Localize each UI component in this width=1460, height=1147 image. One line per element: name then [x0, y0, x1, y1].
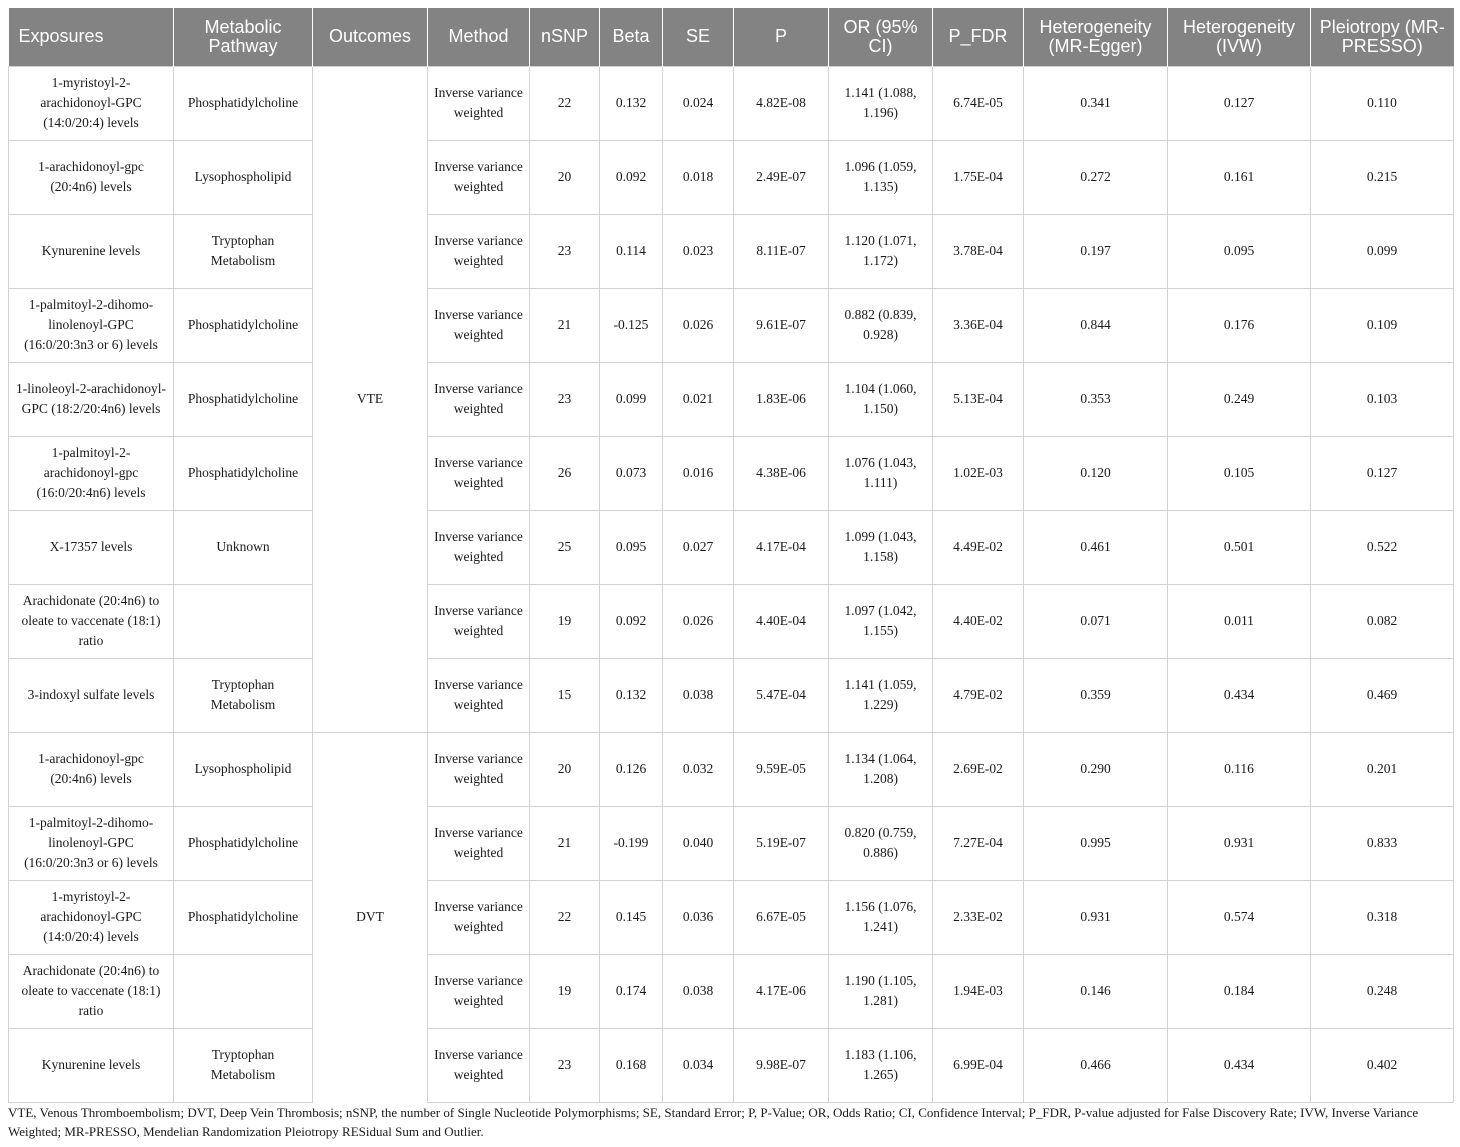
header-exposures: Exposures: [9, 8, 174, 66]
or-ci-cell: 1.120 (1.071, 1.172): [829, 214, 933, 288]
heterogeneity-ivw-cell: 0.501: [1168, 510, 1311, 584]
p-value-cell: 1.83E-06: [734, 362, 829, 436]
nsnp-cell: 15: [530, 658, 600, 732]
se-cell: 0.021: [663, 362, 734, 436]
table-row: [9, 1028, 1454, 1102]
heterogeneity-egger-cell: 0.071: [1024, 584, 1168, 658]
or-ci-cell: 1.190 (1.105, 1.281): [829, 954, 933, 1028]
pathway-cell: Phosphatidylcholine: [174, 288, 313, 362]
exposure-cell: 1-myristoyl-2-arachidonoyl-GPC (14:0/20:4) levels: [9, 880, 174, 954]
pleiotropy-cell: 0.099: [1311, 214, 1454, 288]
heterogeneity-ivw-cell: 0.574: [1168, 880, 1311, 954]
method-cell: Inverse variance weighted: [428, 436, 530, 510]
heterogeneity-ivw-cell: 0.931: [1168, 806, 1311, 880]
table-row: [9, 214, 1454, 288]
pleiotropy-cell: 0.215: [1311, 140, 1454, 214]
pathway-cell: Phosphatidylcholine: [174, 880, 313, 954]
header-pleiotropy-mr-presso: Pleiotropy (MR-PRESSO): [1311, 8, 1454, 66]
p-value-cell: 4.17E-06: [734, 954, 829, 1028]
se-cell: 0.026: [663, 288, 734, 362]
method-cell: Inverse variance weighted: [428, 140, 530, 214]
heterogeneity-ivw-cell: 0.161: [1168, 140, 1311, 214]
se-cell: 0.040: [663, 806, 734, 880]
nsnp-cell: 19: [530, 954, 600, 1028]
pathway-cell: [174, 954, 313, 1028]
header-or-ci: OR (95% CI): [829, 8, 933, 66]
method-cell: Inverse variance weighted: [428, 880, 530, 954]
pathway-cell: Unknown: [174, 510, 313, 584]
or-ci-cell: 0.882 (0.839, 0.928): [829, 288, 933, 362]
heterogeneity-ivw-cell: 0.095: [1168, 214, 1311, 288]
or-ci-cell: 1.141 (1.088, 1.196): [829, 66, 933, 140]
or-ci-cell: 0.820 (0.759, 0.886): [829, 806, 933, 880]
se-cell: 0.027: [663, 510, 734, 584]
header-nsnp: nSNP: [530, 8, 600, 66]
header-se: SE: [663, 8, 734, 66]
pleiotropy-cell: 0.110: [1311, 66, 1454, 140]
nsnp-cell: 22: [530, 66, 600, 140]
table-row: [9, 880, 1454, 954]
method-cell: Inverse variance weighted: [428, 510, 530, 584]
pathway-cell: Phosphatidylcholine: [174, 362, 313, 436]
or-ci-cell: 1.097 (1.042, 1.155): [829, 584, 933, 658]
beta-cell: 0.145: [600, 880, 663, 954]
nsnp-cell: 23: [530, 362, 600, 436]
exposure-cell: 1-myristoyl-2-arachidonoyl-GPC (14:0/20:4) levels: [9, 66, 174, 140]
beta-cell: 0.092: [600, 584, 663, 658]
beta-cell: -0.125: [600, 288, 663, 362]
or-ci-cell: 1.104 (1.060, 1.150): [829, 362, 933, 436]
p-value-cell: 6.67E-05: [734, 880, 829, 954]
p-fdr-cell: 1.02E-03: [933, 436, 1024, 510]
heterogeneity-egger-cell: 0.466: [1024, 1028, 1168, 1102]
nsnp-cell: 20: [530, 732, 600, 806]
heterogeneity-egger-cell: 0.359: [1024, 658, 1168, 732]
p-fdr-cell: 5.13E-04: [933, 362, 1024, 436]
heterogeneity-egger-cell: 0.461: [1024, 510, 1168, 584]
beta-cell: 0.114: [600, 214, 663, 288]
beta-cell: 0.099: [600, 362, 663, 436]
pleiotropy-cell: 0.522: [1311, 510, 1454, 584]
heterogeneity-ivw-cell: 0.105: [1168, 436, 1311, 510]
exposure-cell: 1-linoleoyl-2-arachidonoyl-GPC (18:2/20:4n6) levels: [9, 362, 174, 436]
pathway-cell: Lysophospholipid: [174, 732, 313, 806]
pathway-cell: Lysophospholipid: [174, 140, 313, 214]
exposure-cell: 1-palmitoyl-2-dihomo-linolenoyl-GPC (16:0/20:3n3 or 6) levels: [9, 288, 174, 362]
p-value-cell: 9.61E-07: [734, 288, 829, 362]
exposure-cell: 1-arachidonoyl-gpc (20:4n6) levels: [9, 140, 174, 214]
header-metabolic-pathway: Metabolic Pathway: [174, 8, 313, 66]
outcome-cell: VTE: [313, 66, 428, 732]
beta-cell: 0.092: [600, 140, 663, 214]
heterogeneity-egger-cell: 0.290: [1024, 732, 1168, 806]
heterogeneity-ivw-cell: 0.176: [1168, 288, 1311, 362]
pathway-cell: Tryptophan Metabolism: [174, 214, 313, 288]
method-cell: Inverse variance weighted: [428, 806, 530, 880]
pleiotropy-cell: 0.103: [1311, 362, 1454, 436]
beta-cell: -0.199: [600, 806, 663, 880]
p-fdr-cell: 1.94E-03: [933, 954, 1024, 1028]
or-ci-cell: 1.183 (1.106, 1.265): [829, 1028, 933, 1102]
pleiotropy-cell: 0.082: [1311, 584, 1454, 658]
table-row: [9, 806, 1454, 880]
heterogeneity-egger-cell: 0.931: [1024, 880, 1168, 954]
exposure-cell: 3-indoxyl sulfate levels: [9, 658, 174, 732]
or-ci-cell: 1.141 (1.059, 1.229): [829, 658, 933, 732]
header-p-fdr: P_FDR: [933, 8, 1024, 66]
or-ci-cell: 1.099 (1.043, 1.158): [829, 510, 933, 584]
method-cell: Inverse variance weighted: [428, 214, 530, 288]
pathway-cell: Phosphatidylcholine: [174, 436, 313, 510]
table-row: [9, 954, 1454, 1028]
header-method: Method: [428, 8, 530, 66]
method-cell: Inverse variance weighted: [428, 66, 530, 140]
header-heterogeneity-ivw: Heterogeneity (IVW): [1168, 8, 1311, 66]
table-row: [9, 362, 1454, 436]
p-fdr-cell: 6.74E-05: [933, 66, 1024, 140]
heterogeneity-egger-cell: 0.120: [1024, 436, 1168, 510]
heterogeneity-egger-cell: 0.272: [1024, 140, 1168, 214]
beta-cell: 0.073: [600, 436, 663, 510]
pathway-cell: Phosphatidylcholine: [174, 66, 313, 140]
method-cell: Inverse variance weighted: [428, 362, 530, 436]
p-value-cell: 9.98E-07: [734, 1028, 829, 1102]
exposure-cell: X-17357 levels: [9, 510, 174, 584]
p-value-cell: 4.38E-06: [734, 436, 829, 510]
exposure-cell: Kynurenine levels: [9, 1028, 174, 1102]
p-value-cell: 4.40E-04: [734, 584, 829, 658]
pleiotropy-cell: 0.201: [1311, 732, 1454, 806]
heterogeneity-ivw-cell: 0.434: [1168, 658, 1311, 732]
exposure-cell: Arachidonate (20:4n6) to oleate to vaccenate (18:1) ratio: [9, 954, 174, 1028]
p-value-cell: 4.82E-08: [734, 66, 829, 140]
beta-cell: 0.132: [600, 66, 663, 140]
pleiotropy-cell: 0.469: [1311, 658, 1454, 732]
pleiotropy-cell: 0.109: [1311, 288, 1454, 362]
exposure-cell: Kynurenine levels: [9, 214, 174, 288]
nsnp-cell: 21: [530, 806, 600, 880]
nsnp-cell: 26: [530, 436, 600, 510]
exposure-cell: 1-palmitoyl-2-dihomo-linolenoyl-GPC (16:0/20:3n3 or 6) levels: [9, 806, 174, 880]
heterogeneity-ivw-cell: 0.116: [1168, 732, 1311, 806]
table-row: [9, 436, 1454, 510]
beta-cell: 0.132: [600, 658, 663, 732]
p-fdr-cell: 2.33E-02: [933, 880, 1024, 954]
header-p: P: [734, 8, 829, 66]
or-ci-cell: 1.096 (1.059, 1.135): [829, 140, 933, 214]
table-row: [9, 510, 1454, 584]
method-cell: Inverse variance weighted: [428, 584, 530, 658]
heterogeneity-ivw-cell: 0.184: [1168, 954, 1311, 1028]
se-cell: 0.032: [663, 732, 734, 806]
table-row: [9, 288, 1454, 362]
nsnp-cell: 21: [530, 288, 600, 362]
se-cell: 0.038: [663, 954, 734, 1028]
heterogeneity-egger-cell: 0.146: [1024, 954, 1168, 1028]
exposure-cell: Arachidonate (20:4n6) to oleate to vaccenate (18:1) ratio: [9, 584, 174, 658]
pleiotropy-cell: 0.402: [1311, 1028, 1454, 1102]
table-row: [9, 732, 1454, 806]
se-cell: 0.038: [663, 658, 734, 732]
method-cell: Inverse variance weighted: [428, 658, 530, 732]
pleiotropy-cell: 0.833: [1311, 806, 1454, 880]
method-cell: Inverse variance weighted: [428, 288, 530, 362]
pathway-cell: [174, 584, 313, 658]
exposure-cell: 1-arachidonoyl-gpc (20:4n6) levels: [9, 732, 174, 806]
table-footnote: VTE, Venous Thromboembolism; DVT, Deep Vein Thrombosis; nSNP, the number of Single Nucleotide Polymorphisms; SE, Standard Error; P, P-Value; OR, Odds Ratio; CI, Confidence Interval; P_FDR, P-value adjusted for False Discovery Rate; IVW, Inverse Variance Weighted; MR-PRESSO, Mendelian Randomization Pleiotropy RESidual Sum and Outlier.: [8, 1105, 1419, 1139]
pathway-cell: Phosphatidylcholine: [174, 806, 313, 880]
p-fdr-cell: 2.69E-02: [933, 732, 1024, 806]
pathway-cell: Tryptophan Metabolism: [174, 1028, 313, 1102]
heterogeneity-ivw-cell: 0.249: [1168, 362, 1311, 436]
p-fdr-cell: 7.27E-04: [933, 806, 1024, 880]
header-outcomes: Outcomes: [313, 8, 428, 66]
table-body: [9, 66, 1454, 1102]
outcome-cell: DVT: [313, 732, 428, 1102]
nsnp-cell: 23: [530, 1028, 600, 1102]
nsnp-cell: 22: [530, 880, 600, 954]
method-cell: Inverse variance weighted: [428, 954, 530, 1028]
se-cell: 0.034: [663, 1028, 734, 1102]
header-beta: Beta: [600, 8, 663, 66]
heterogeneity-egger-cell: 0.341: [1024, 66, 1168, 140]
or-ci-cell: 1.156 (1.076, 1.241): [829, 880, 933, 954]
nsnp-cell: 19: [530, 584, 600, 658]
or-ci-cell: 1.134 (1.064, 1.208): [829, 732, 933, 806]
table-row: [9, 66, 1454, 140]
nsnp-cell: 23: [530, 214, 600, 288]
pleiotropy-cell: 0.248: [1311, 954, 1454, 1028]
or-ci-cell: 1.076 (1.043, 1.111): [829, 436, 933, 510]
table-header: [9, 8, 1454, 66]
method-cell: Inverse variance weighted: [428, 732, 530, 806]
nsnp-cell: 25: [530, 510, 600, 584]
pleiotropy-cell: 0.127: [1311, 436, 1454, 510]
p-fdr-cell: 4.79E-02: [933, 658, 1024, 732]
header-heterogeneity-mr-egger: Heterogeneity (MR-Egger): [1024, 8, 1168, 66]
heterogeneity-ivw-cell: 0.011: [1168, 584, 1311, 658]
table-row: [9, 584, 1454, 658]
beta-cell: 0.174: [600, 954, 663, 1028]
exposure-cell: 1-palmitoyl-2-arachidonoyl-gpc (16:0/20:4n6) levels: [9, 436, 174, 510]
p-fdr-cell: 3.78E-04: [933, 214, 1024, 288]
pathway-cell: Tryptophan Metabolism: [174, 658, 313, 732]
p-fdr-cell: 1.75E-04: [933, 140, 1024, 214]
beta-cell: 0.126: [600, 732, 663, 806]
se-cell: 0.036: [663, 880, 734, 954]
table-row: [9, 658, 1454, 732]
se-cell: 0.018: [663, 140, 734, 214]
se-cell: 0.016: [663, 436, 734, 510]
p-fdr-cell: 6.99E-04: [933, 1028, 1024, 1102]
p-fdr-cell: 4.49E-02: [933, 510, 1024, 584]
p-value-cell: 5.19E-07: [734, 806, 829, 880]
p-value-cell: 9.59E-05: [734, 732, 829, 806]
se-cell: 0.024: [663, 66, 734, 140]
method-cell: Inverse variance weighted: [428, 1028, 530, 1102]
mr-results-table: [8, 8, 1454, 1103]
se-cell: 0.023: [663, 214, 734, 288]
heterogeneity-egger-cell: 0.844: [1024, 288, 1168, 362]
pleiotropy-cell: 0.318: [1311, 880, 1454, 954]
nsnp-cell: 20: [530, 140, 600, 214]
beta-cell: 0.095: [600, 510, 663, 584]
p-value-cell: 2.49E-07: [734, 140, 829, 214]
beta-cell: 0.168: [600, 1028, 663, 1102]
p-value-cell: 4.17E-04: [734, 510, 829, 584]
se-cell: 0.026: [663, 584, 734, 658]
heterogeneity-egger-cell: 0.995: [1024, 806, 1168, 880]
p-fdr-cell: 4.40E-02: [933, 584, 1024, 658]
heterogeneity-egger-cell: 0.197: [1024, 214, 1168, 288]
p-fdr-cell: 3.36E-04: [933, 288, 1024, 362]
table-row: [9, 140, 1454, 214]
heterogeneity-egger-cell: 0.353: [1024, 362, 1168, 436]
p-value-cell: 8.11E-07: [734, 214, 829, 288]
results-table-container: [8, 8, 1453, 1103]
heterogeneity-ivw-cell: 0.434: [1168, 1028, 1311, 1102]
p-value-cell: 5.47E-04: [734, 658, 829, 732]
heterogeneity-ivw-cell: 0.127: [1168, 66, 1311, 140]
header-row: [9, 8, 1454, 66]
